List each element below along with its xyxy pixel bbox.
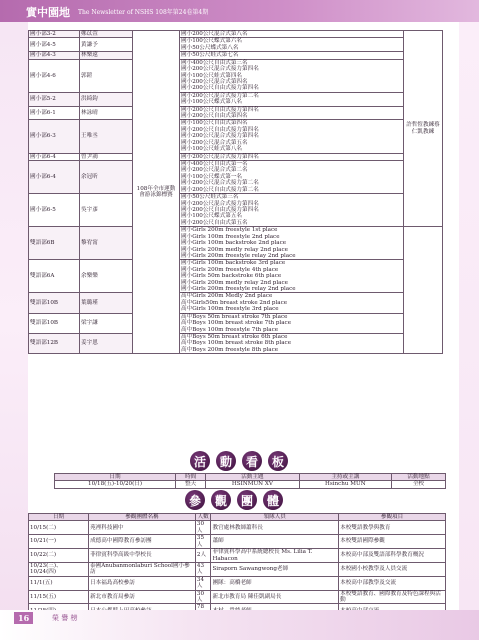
right-decoration [459,22,479,622]
result-line: 高中Boys 50m breast stroke 7th place [181,313,288,320]
class-cell: 國小部6-1 [29,106,80,120]
name-cell: 王唯丞 [80,120,133,153]
result-line: 高中Girls 100m freestyle 3rd place [181,306,279,313]
result-line: 國小200公尺自由式接力第四名 [181,206,259,213]
class-cell: 國小部4-3 [29,52,80,59]
name-cell: 余冠昕 [80,161,133,194]
result-line: 國小100公尺蛙式第四名 [181,72,243,79]
result-line: 國小Girls 200m freestyle 4th place [181,266,279,273]
result-cell [180,106,404,120]
table-cell: 35人 [195,535,211,549]
result-line: 國小200公尺自由式接力第四名 [181,106,259,113]
result-line: 國小200公尺混合式第二名 [181,167,248,174]
table-row [29,562,446,576]
result-line: 國小100公尺蛙式第八名 [181,146,243,153]
banner-char: 觀 [211,490,231,510]
result-cell [180,31,404,38]
table-cell: 2人 [195,549,211,563]
table-row [29,549,446,563]
result-line: 國小200公尺混合式接力第二名 [181,92,259,99]
table-cell: 新北市教育局參訪 [89,590,196,604]
result-cell [180,333,404,353]
column-header: 活動地點 [392,474,446,481]
result-line: 國小Girls 200m freestyle relay 2nd place [181,252,296,259]
class-cell: 國小部5-2 [29,92,80,106]
result-line: 國小100公尺蝶式第五名 [181,213,243,220]
result-cell [180,153,404,160]
table-row [29,590,446,604]
table-cell: 10/22(二) [29,549,89,563]
banner-char: 看 [242,451,262,471]
name-cell: 林詠晴 [80,106,133,120]
table-cell: 43人 [195,562,211,576]
result-line: 高中Boys 200m freestyle 8th place [181,346,279,353]
result-cell [180,194,404,227]
name-cell: 葉璐瑾 [80,293,133,313]
newsletter-header [0,0,479,22]
result-row [29,333,443,353]
result-row [29,227,443,260]
header-row [55,474,446,481]
name-cell: 姜宇恩 [80,333,133,353]
result-cell [180,161,404,194]
class-cell: 國小部3-2 [29,31,80,38]
class-cell: 雙語部12B [29,333,80,353]
result-row [29,52,443,59]
result-row [29,38,443,52]
table-cell: 11/1(五) [29,576,89,590]
result-line: 高中Boys 50m breast stroke 6th place [181,333,288,340]
result-row [29,92,443,106]
name-cell: 余樂樂 [80,260,133,293]
table-row [29,535,446,549]
banner-char: 團 [237,490,257,510]
result-line: 國小Girls 200m freestyle relay 2nd place [181,286,296,293]
result-line: 國小200公尺自由式第五名 [181,219,248,226]
activity-table [54,473,446,489]
name-cell: 洪綺鈞 [80,92,133,106]
result-line: 國小200公尺混合式第四名 [181,78,248,85]
page-number: 16 [14,612,33,624]
result-line: 國小200公尺混合式接力第四名 [181,200,259,207]
result-line: 國小200公尺自由式接力第二名 [181,186,259,193]
result-line: 國小Girls 100m backstroke 2nd place [181,240,287,247]
result-cell [180,293,404,313]
result-line: 國小Girls 100m backstroke 3rd place [181,260,286,267]
table-cell: 本校國小校教學及人員交流 [339,562,446,576]
result-line: 國小50公尺蝶式第八名 [181,44,239,51]
class-cell: 國小部4-6 [29,59,80,92]
table-cell: 蕭師 [211,535,339,549]
column-header: 主持或主講 [299,474,392,481]
table-row [29,576,446,590]
event-cell: 108年全市運動會游泳錦標賽 [133,31,180,354]
class-cell: 雙語部10B [29,293,80,313]
result-line: 國小100公尺自由式第四名 [181,120,248,127]
name-cell: 曾尹鴻 [80,153,133,160]
table-cell: 本校高中部及雙語部科學教育概況 [339,549,446,563]
table-cell: 團隊：高橋老師 [211,576,339,590]
table-cell: 10/15(二) [29,521,89,535]
column-header: 日期 [55,474,176,481]
table-cell: 10/21(一) [29,535,89,549]
result-line: 國小Girls 100m freestyle 2nd place [181,233,280,240]
name-cell: 郭鎧 [80,59,133,92]
newsletter-subtitle: The Newsletter of NSHS 108年第24卷第4期 [78,9,209,16]
class-cell: 國小部6-4 [29,153,80,160]
left-decoration [0,22,28,622]
remark-cell: 許哲愷教練蔡仁凱教練 [404,31,443,227]
result-line: 國小400公尺自由式第三名 [181,59,248,66]
result-row [29,194,443,227]
column-header: 參觀團體名稱 [89,514,196,521]
class-cell: 國小部4-5 [29,38,80,52]
result-line: 高中Girls50m breast stroke 2nd place [181,299,288,306]
result-line: 國小200公尺混合式接力第四名 [181,153,259,160]
table-cell: 苑裡科技國中 [89,521,196,535]
result-line: 高中Girls 200m Medly 2nd place [181,293,273,300]
result-row [29,106,443,120]
table-cell: 菲律賓科學高中系統總校長 Ms. Lilia T. Habacon [211,549,339,563]
result-row [29,153,443,160]
column-header: 時間 [176,474,206,481]
result-line: 國小200公尺自由式接力第四名 [181,85,259,92]
table-cell: 30人 [195,521,211,535]
result-line: 國小Girls 200m freestyle 1st place [181,227,278,234]
result-line: 國小Girls 50m backstroke 6th place [181,273,282,280]
result-row [29,260,443,293]
table-cell: 本校雙語國際參觀 [339,535,446,549]
result-line: 國小200公尺自由式接力第四名 [181,126,259,133]
table-cell: 本校高中部教學及交流 [339,576,446,590]
result-row [29,120,443,153]
result-cell [180,313,404,333]
table-cell: Siraporn Sawangwong老師 [211,562,339,576]
table-cell: 10/23(三)、10/24(四) [29,562,89,576]
name-cell: 黃謙予 [80,38,133,52]
column-header: 人數 [195,514,211,521]
table-cell: HSINMUN XV [206,481,299,488]
name-cell: 黎宥甯 [80,227,133,260]
name-cell: 林樂遠 [80,52,133,59]
class-cell: 國小部6-4 [29,161,80,194]
name-cell: 吳宇彥 [80,194,133,227]
remark-cell-empty [404,227,443,354]
result-cell [180,260,404,293]
result-line: 國小200公尺混合式第八名 [181,31,248,37]
result-cell [180,92,404,106]
banner-char: 活 [190,451,210,471]
column-header: 日期 [29,514,89,521]
result-line: 國小100公尺蝶式第六名 [181,38,243,45]
footer-section-label: 榮 譽 榜 [52,614,78,622]
result-row [29,313,443,333]
table-cell: 全校 [392,481,446,488]
table-cell: Hsinchu MUN [299,481,392,488]
banner-char: 板 [268,451,288,471]
table-cell: 日本福島高校參訪 [89,576,196,590]
banner-char: 動 [216,451,236,471]
table-cell: 泰國Anubanmonlaburi School國小參訪 [89,562,196,576]
result-cell [180,38,404,52]
class-cell: 國小部6-3 [29,120,80,153]
result-line: 國小50公尺蛙式第七名 [181,52,239,59]
result-cell [180,59,404,92]
result-row [29,161,443,194]
visit-table [28,513,446,618]
column-header: 活動主題 [206,474,299,481]
result-row [29,59,443,92]
class-cell: 雙語部10B [29,313,80,333]
result-line: 國小100公尺蝶式第八名 [181,99,243,106]
table-cell: 78 [195,604,211,618]
result-row [29,31,443,38]
result-cell [180,120,404,153]
banner-char: 體 [263,490,283,510]
result-line: 高中Boys 100m breast stroke 7th place [181,320,292,327]
table-cell: 10/18(五)-10/20(日) [55,481,176,488]
table-cell: 教官處林教師蕭科長 [211,521,339,535]
table-cell: 新北市教育局 陳佳凱副局長 [211,590,339,604]
result-line: 國小200公尺混合式接力第四名 [181,133,259,140]
class-cell: 雙語部6A [29,260,80,293]
table-cell: 30人 [195,590,211,604]
result-line: 高中Boys 100m freestyle 7th place [181,326,279,333]
visit-banner [185,490,283,512]
result-line: 高中Boys 100m breast stroke 8th place [181,340,292,347]
class-cell: 國小部6-5 [29,194,80,227]
banner-char: 參 [185,490,205,510]
result-line: 國小200公尺混合式接力第四名 [181,66,259,73]
name-cell: 鄭苡萱 [80,31,133,38]
result-cell [180,227,404,260]
header-row [29,514,446,521]
result-line: 國小200公尺自由式第四名 [181,113,248,120]
class-cell: 雙語部6B [29,227,80,260]
result-line: 國小200公尺混合式接力第二名 [181,180,259,187]
column-header: 參觀項目 [339,514,446,521]
table-cell: 整天 [176,481,206,488]
table-cell: 本校雙語教育、國際教育及特色課程與活動 [339,590,446,604]
result-row [29,293,443,313]
column-header: 領隊人員 [211,514,339,521]
result-line: 國小400公尺自由式第一名 [181,161,248,168]
result-line: 國小Girls 200m medly relay 2nd place [181,279,288,286]
result-line: 國小Girls 200m medly relay 2nd place [181,246,288,253]
activity-banner [190,451,288,473]
newsletter-title: 實中園地 [26,6,70,19]
name-cell: 梁宇謙 [80,313,133,333]
table-cell: 成德高中國際教育參訪團 [89,535,196,549]
result-line: 國小50公尺蛙式第三名 [181,194,239,201]
table-cell: 11/15(五) [29,590,89,604]
table-row [29,521,446,535]
result-line: 國小200公尺混合式第五名 [181,139,248,146]
result-line: 國小100公尺蝶式第一名 [181,173,243,180]
swim-results-table [28,30,443,354]
table-cell: 34人 [195,576,211,590]
table-row [55,481,446,488]
result-cell [180,52,404,59]
table-cell: 菲律賓科學高級中學校長 [89,549,196,563]
table-cell: 本校雙語教學與教育 [339,521,446,535]
